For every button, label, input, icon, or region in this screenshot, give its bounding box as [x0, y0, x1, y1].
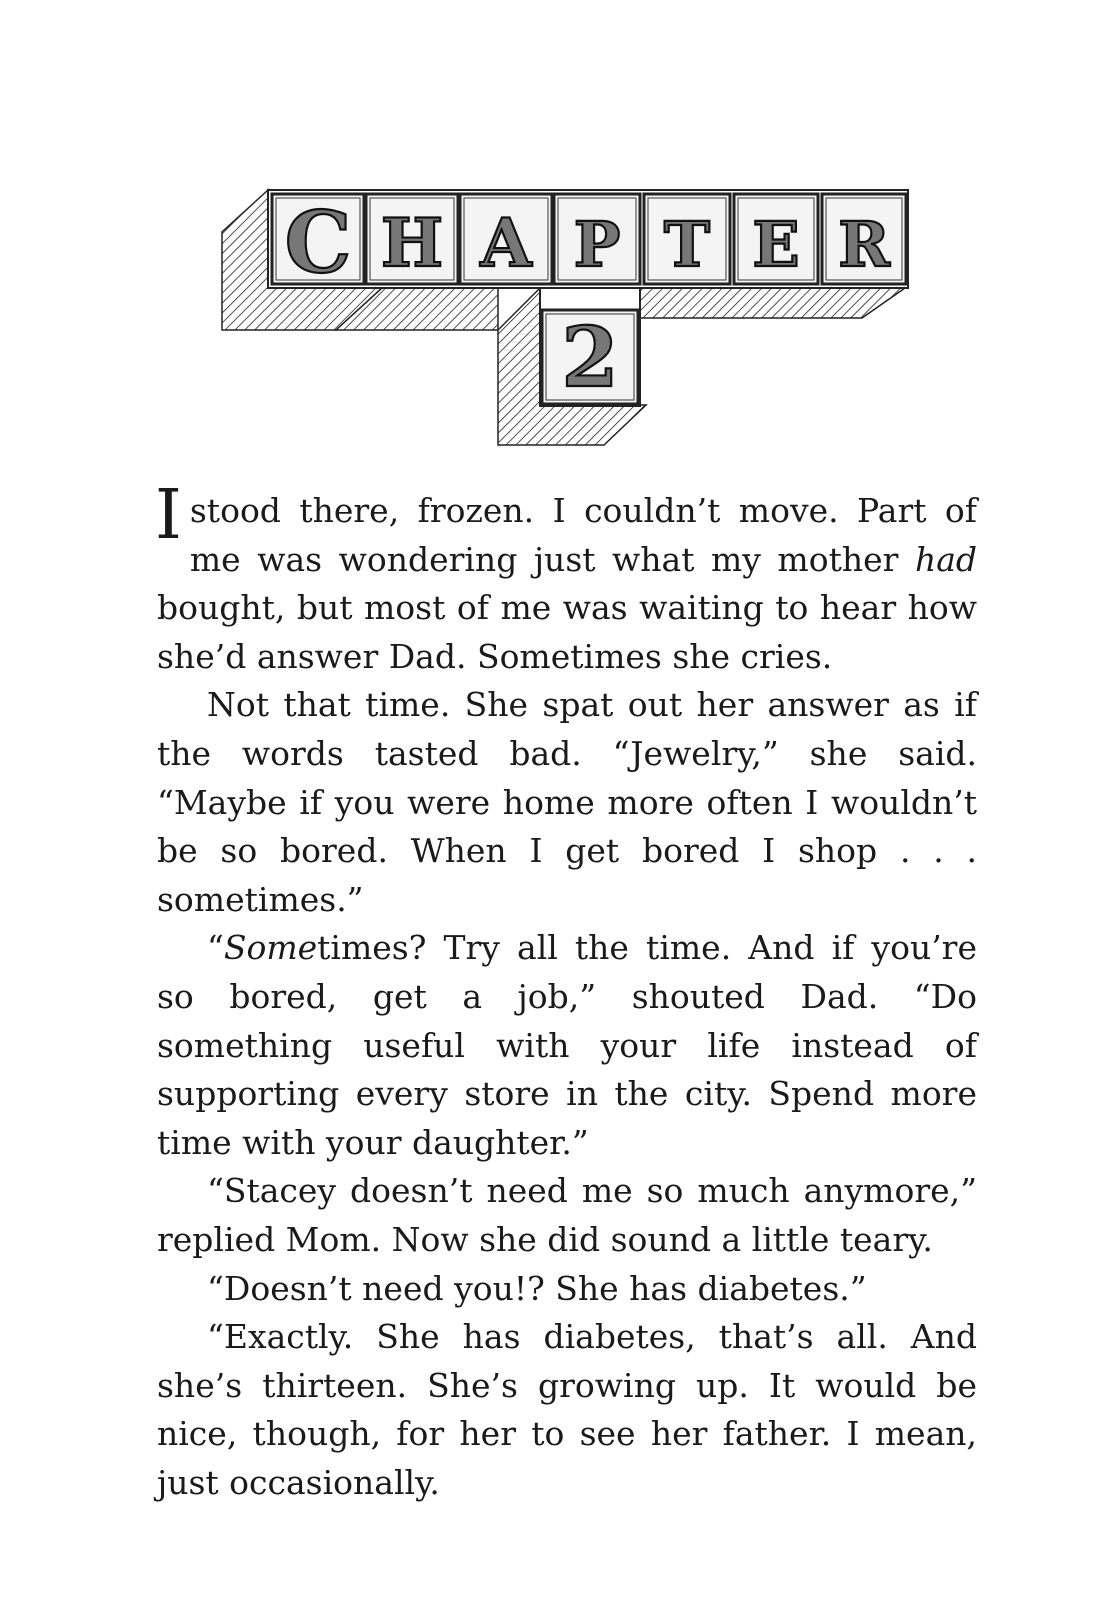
chapter-letter: E	[752, 208, 800, 281]
chapter-letter: H	[380, 204, 444, 282]
paragraph	[157, 681, 977, 924]
text-run: “Stacey doesn’t need me so much anymore,” replied Mom. Now she did sound a little teary.	[157, 1171, 977, 1259]
text-run: stood there, frozen. I couldn’t move. Part of me was wondering just what my mother	[189, 491, 977, 579]
italic-text: had	[914, 539, 977, 579]
text-run: bought, but most of me was waiting to hear how she’d answer Dad. Sometimes she cries.	[157, 588, 977, 676]
paragraph	[157, 1313, 977, 1507]
text-run: “Doesn’t need you!? She has diabetes.”	[207, 1268, 867, 1308]
chapter-heading	[0, 0, 1101, 470]
text-run: times? Try all the time. And if you’re so bored, get a job,” shouted Dad. “Do something useful with your life instead of supporting every store in the city. Spend more time with your daughter.”	[157, 928, 977, 1162]
chapter-letter: R	[838, 208, 890, 281]
text-run: “Exactly. She has diabetes, that’s all. And she’s thirteen. She’s growing up. It would be nice, though, for her to see her father. I mean, just occasionally.	[157, 1317, 977, 1502]
text-run: “	[207, 928, 224, 968]
paragraph	[155, 476, 977, 681]
text-run: Not that time. She spat out her answer as if the words tasted bad. “Jewelry,” she said. “Maybe if you were home more often I wouldn’t be so bored. When I get bored I shop . . . sometimes.”	[157, 685, 977, 919]
drop-cap: I	[155, 476, 182, 555]
chapter-letter: T	[663, 208, 711, 281]
chapter-letter: A	[480, 204, 532, 282]
chapter-body-text	[155, 476, 977, 1507]
paragraph	[157, 1265, 977, 1314]
paragraph	[157, 1167, 977, 1264]
paragraph	[157, 924, 977, 1167]
chapter-letter: P	[573, 208, 621, 281]
chapter-blocks-illustration	[0, 0, 1101, 470]
italic-text: Some	[223, 928, 318, 968]
chapter-number: 2	[561, 310, 619, 406]
chapter-letter: C	[284, 193, 352, 292]
